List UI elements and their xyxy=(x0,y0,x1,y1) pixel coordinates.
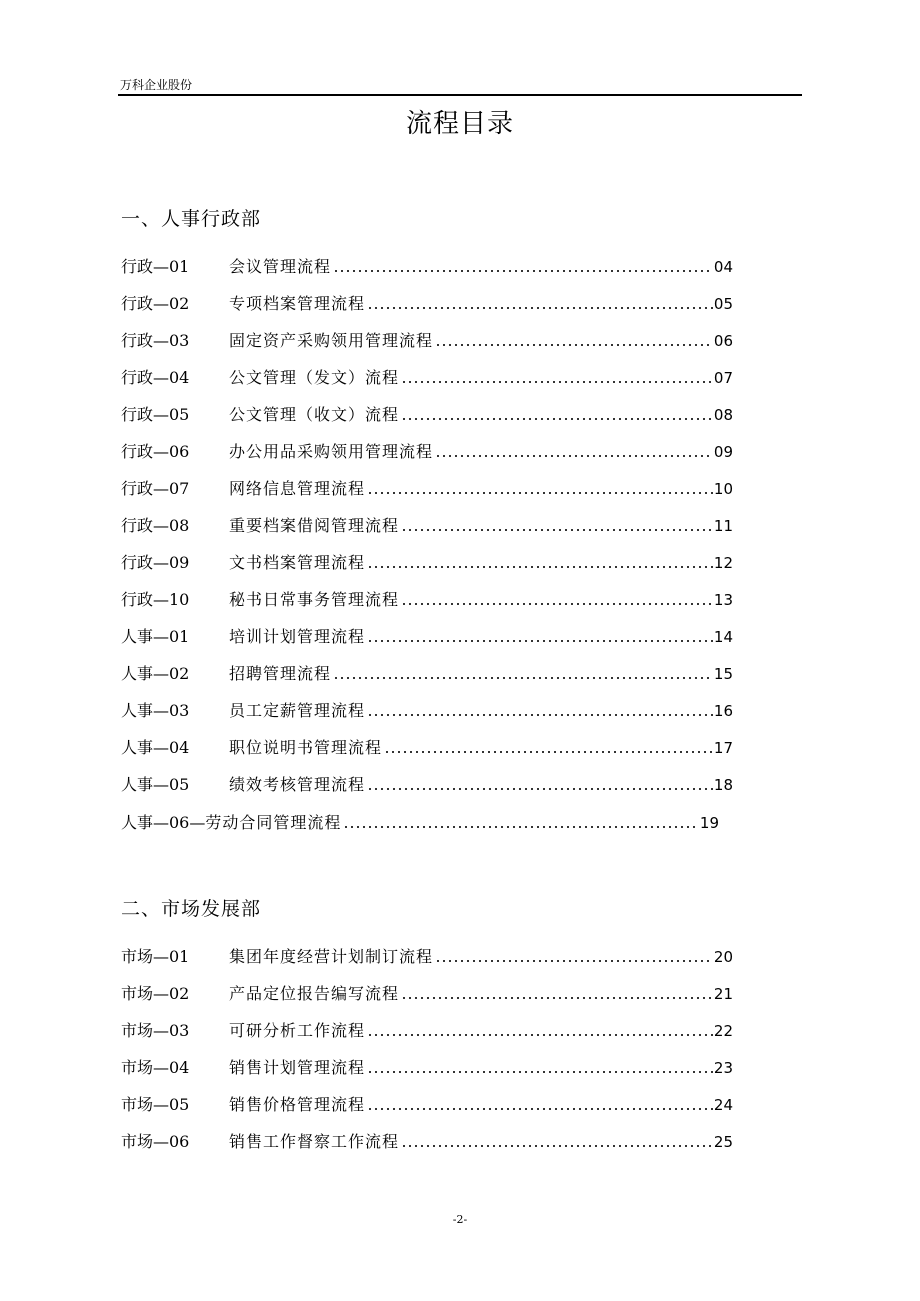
toc-code: 行政—08 xyxy=(121,516,190,535)
toc-code: 市场—05 xyxy=(121,1095,190,1114)
toc-title: 职位说明书管理流程 xyxy=(229,738,383,757)
toc-code: 行政—09 xyxy=(121,553,190,572)
toc-title: 网络信息管理流程 xyxy=(229,479,366,498)
toc-code: 人事—03 xyxy=(121,701,190,720)
toc-title: 公文管理（收文）流程 xyxy=(229,405,400,424)
toc-title: 销售计划管理流程 xyxy=(229,1058,366,1077)
toc-row[interactable] xyxy=(121,944,733,968)
toc-row[interactable] xyxy=(121,291,733,315)
toc-page-number: 16 xyxy=(713,702,733,720)
dot-leader xyxy=(367,566,713,568)
dot-leader xyxy=(333,677,713,679)
toc-title: 绩效考核管理流程 xyxy=(229,775,366,794)
toc-page-number: 25 xyxy=(713,1133,733,1151)
toc-code: 人事—06— xyxy=(121,813,206,832)
toc-title: 公文管理（发文）流程 xyxy=(229,368,400,387)
toc-row[interactable] xyxy=(121,1055,733,1079)
toc-title: 产品定位报告编写流程 xyxy=(229,984,400,1003)
section-heading-hr-admin: 一、人事行政部 xyxy=(121,208,262,230)
toc-row[interactable] xyxy=(121,587,733,611)
dot-leader xyxy=(367,307,713,309)
dot-leader xyxy=(333,270,713,272)
toc-page-number: 21 xyxy=(713,985,733,1003)
toc-code: 行政—07 xyxy=(121,479,190,498)
toc-row[interactable] xyxy=(121,550,733,574)
toc-page-number: 19 xyxy=(699,814,719,832)
toc-page-number: 08 xyxy=(713,406,733,424)
toc-row[interactable] xyxy=(121,254,733,278)
toc-title: 集团年度经营计划制订流程 xyxy=(229,947,434,966)
toc-code: 人事—01 xyxy=(121,627,190,646)
dot-leader xyxy=(367,1071,713,1073)
toc-title: 销售价格管理流程 xyxy=(229,1095,366,1114)
header-company: 万科企业股份 xyxy=(120,78,193,92)
toc-page-number: 20 xyxy=(713,948,733,966)
toc-row[interactable] xyxy=(121,735,733,759)
toc-row[interactable] xyxy=(121,1018,733,1042)
toc-code: 市场—06 xyxy=(121,1132,190,1151)
toc-title: 办公用品采购领用管理流程 xyxy=(229,442,434,461)
toc-row[interactable] xyxy=(121,365,733,389)
toc-code: 行政—05 xyxy=(121,405,190,424)
toc-row[interactable] xyxy=(121,328,733,352)
toc-title: 文书档案管理流程 xyxy=(229,553,366,572)
toc-page-number: 05 xyxy=(713,295,733,313)
header-rule xyxy=(118,94,802,96)
dot-leader xyxy=(401,381,713,383)
dot-leader xyxy=(384,751,713,753)
toc-row[interactable] xyxy=(121,772,733,796)
dot-leader xyxy=(435,455,713,457)
page-number-footer: -2- xyxy=(452,1213,468,1226)
toc-title: 秘书日常事务管理流程 xyxy=(229,590,400,609)
toc-title: 员工定薪管理流程 xyxy=(229,701,366,720)
toc-row[interactable] xyxy=(121,402,733,426)
toc-code: 行政—04 xyxy=(121,368,190,387)
toc-page-number: 18 xyxy=(713,776,733,794)
toc-code: 市场—01 xyxy=(121,947,190,966)
toc-page-number: 06 xyxy=(713,332,733,350)
toc-code: 市场—04 xyxy=(121,1058,190,1077)
toc-code: 行政—01 xyxy=(121,257,190,276)
dot-leader xyxy=(435,960,713,962)
toc-code: 行政—06 xyxy=(121,442,190,461)
toc-page-number: 17 xyxy=(713,739,733,757)
toc-page-number: 24 xyxy=(713,1096,733,1114)
toc-page-number: 04 xyxy=(713,258,733,276)
toc-title: 劳动合同管理流程 xyxy=(205,813,342,832)
toc-page-number: 13 xyxy=(713,591,733,609)
toc-code: 行政—10 xyxy=(121,590,190,609)
dot-leader xyxy=(343,826,699,828)
section-heading-market: 二、市场发展部 xyxy=(121,898,262,920)
toc-row[interactable] xyxy=(121,698,733,722)
toc-row[interactable] xyxy=(121,1129,733,1153)
toc-page-number: 11 xyxy=(713,517,733,535)
dot-leader xyxy=(367,492,713,494)
toc-page-number: 12 xyxy=(713,554,733,572)
toc-title: 销售工作督察工作流程 xyxy=(229,1132,400,1151)
toc-code: 市场—02 xyxy=(121,984,190,1003)
dot-leader xyxy=(401,418,713,420)
toc-row[interactable] xyxy=(121,513,733,537)
toc-code: 人事—04 xyxy=(121,738,190,757)
dot-leader xyxy=(401,603,713,605)
toc-title: 招聘管理流程 xyxy=(229,664,332,683)
dot-leader xyxy=(435,344,713,346)
toc-row[interactable] xyxy=(121,439,733,463)
page-title: 流程目录 xyxy=(405,109,514,139)
toc-code: 人事—05 xyxy=(121,775,190,794)
dot-leader xyxy=(367,788,713,790)
toc-page-number: 22 xyxy=(713,1022,733,1040)
toc-row[interactable] xyxy=(121,624,733,648)
toc-page-number: 15 xyxy=(713,665,733,683)
toc-row[interactable] xyxy=(121,476,733,500)
dot-leader xyxy=(401,1145,713,1147)
toc-row[interactable] xyxy=(121,981,733,1005)
toc-page-number: 09 xyxy=(713,443,733,461)
toc-code: 行政—03 xyxy=(121,331,190,350)
toc-page-number: 23 xyxy=(713,1059,733,1077)
dot-leader xyxy=(367,714,713,716)
toc-row[interactable] xyxy=(121,661,733,685)
toc-title: 可研分析工作流程 xyxy=(229,1021,366,1040)
toc-title: 专项档案管理流程 xyxy=(229,294,366,313)
toc-page-number: 07 xyxy=(713,369,733,387)
dot-leader xyxy=(367,1108,713,1110)
toc-title: 固定资产采购领用管理流程 xyxy=(229,331,434,350)
dot-leader xyxy=(367,640,713,642)
toc-title: 重要档案借阅管理流程 xyxy=(229,516,400,535)
toc-page-number: 10 xyxy=(713,480,733,498)
toc-title: 会议管理流程 xyxy=(229,257,332,276)
toc-row[interactable] xyxy=(121,810,719,834)
dot-leader xyxy=(401,529,713,531)
dot-leader xyxy=(401,997,713,999)
toc-code: 行政—02 xyxy=(121,294,190,313)
toc-code: 人事—02 xyxy=(121,664,190,683)
toc-code: 市场—03 xyxy=(121,1021,190,1040)
toc-row[interactable] xyxy=(121,1092,733,1116)
dot-leader xyxy=(367,1034,713,1036)
toc-page-number: 14 xyxy=(713,628,733,646)
toc-title: 培训计划管理流程 xyxy=(229,627,366,646)
